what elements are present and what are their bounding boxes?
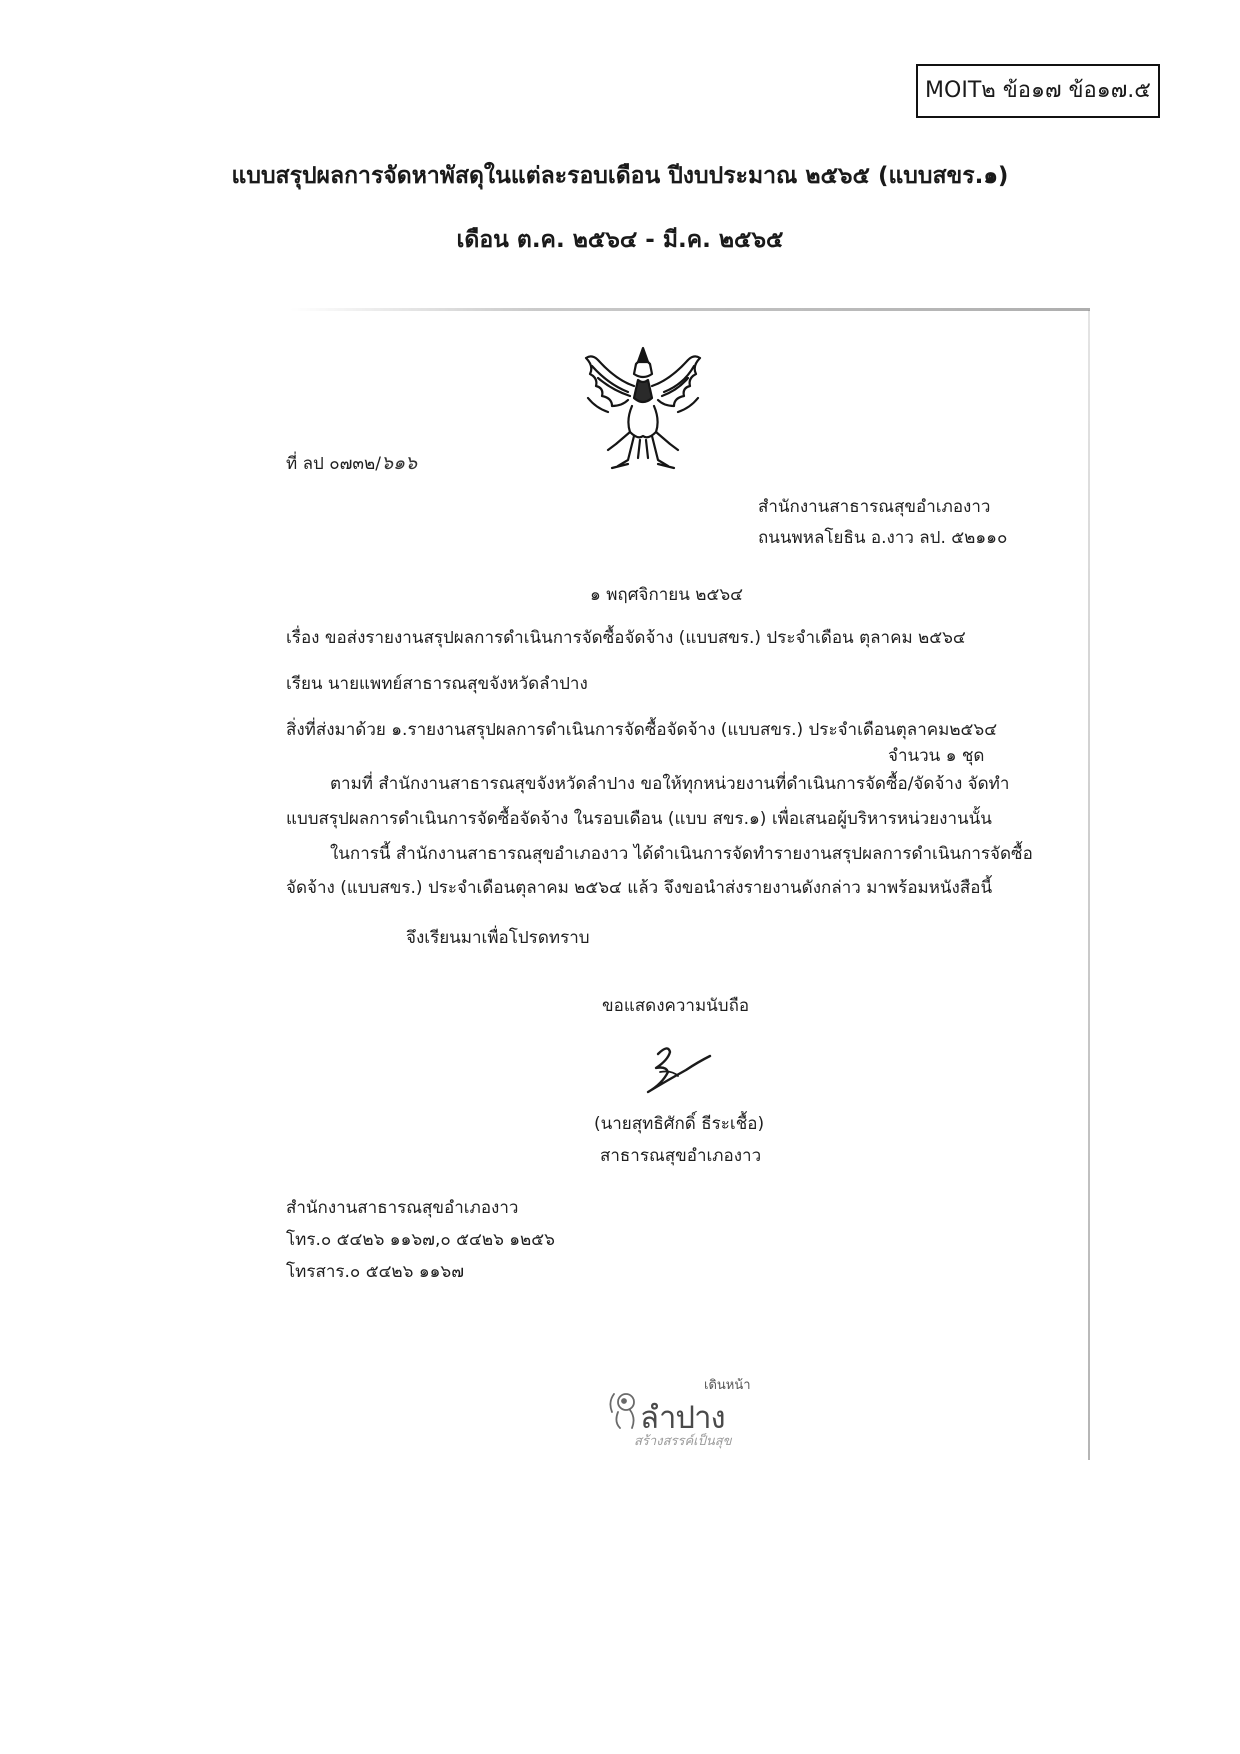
reference-handwritten: ๖๑๖ [380,452,418,474]
office-name: สำนักงานสาธารณสุขอำเภองาว [758,497,991,517]
document-period: เดือน ต.ค. ๒๕๖๔ - มี.ค. ๒๕๖๕ [456,227,784,253]
office-address: ถนนพหลโยธิน อ.งาว ลป. ๕๒๑๑๐ [758,528,1008,548]
reference-prefix: ที่ ลป ๐๗๓๒/ [286,454,381,474]
body-line: ตามที่ สำนักงานสาธารณสุขจังหวัดลำปาง ขอให้ทุกหน่วยงานที่ดำเนินการจัดซื้อ/จัดจ้าง จัดทำ [330,774,1010,794]
enclosure-quantity: จำนวน ๑ ชุด [888,746,985,766]
scan-edge-top [290,308,1090,311]
lampang-logo [604,1374,774,1450]
closing-line: จึงเรียนมาเพื่อโปรดทราบ [406,928,590,948]
signer-name: (นายสุทธิศักดิ์ ธีระเชื้อ) [594,1114,765,1134]
footer-fax: โทรสาร.๐ ๕๔๒๖ ๑๑๖๗ [286,1262,464,1282]
regards-line: ขอแสดงความนับถือ [602,996,750,1016]
document-tag: MOIT๒ ข้อ๑๗ ข้อ๑๗.๕ [916,64,1160,118]
reference-number [286,448,417,478]
letter-subject: เรื่อง ขอส่งรายงานสรุปผลการดำเนินการจัดซื้อจัดจ้าง (แบบสขร.) ประจำเดือน ตุลาคม ๒๕๖๔ [286,628,966,648]
signature-image [638,1040,728,1096]
letter-enclosure: สิ่งที่ส่งมาด้วย ๑.รายงานสรุปผลการดำเนินการจัดซื้อจัดจ้าง (แบบสขร.) ประจำเดือนตุลาคม๒๕๖๔ [286,720,998,740]
footer-phone: โทร.๐ ๕๔๒๖ ๑๑๖๗,๐ ๕๔๒๖ ๑๒๕๖ [286,1230,555,1250]
body-line: แบบสรุปผลการดำเนินการจัดซื้อจัดจ้าง ในรอบเดือน (แบบ สขร.๑) เพื่อเสนอผู้บริหารหน่วยงานนั้น [286,809,992,829]
letter-recipient: เรียน นายแพทย์สาธารณสุขจังหวัดลำปาง [286,674,588,694]
scan-edge-right [1088,310,1090,1460]
body-line: ในการนี้ สำนักงานสาธารณสุขอำเภองาว ได้ดำเนินการจัดทำรายงานสรุปผลการดำเนินการจัดซื้อ [330,844,1033,864]
footer-office: สำนักงานสาธารณสุขอำเภองาว [286,1198,519,1218]
logo-small-text: เดินหน้า [704,1378,751,1393]
garuda-emblem-icon [568,340,718,480]
letter-date: ๑ พฤศจิกายน ๒๕๖๔ [590,585,743,605]
document-title: แบบสรุปผลการจัดหาพัสดุในแต่ละรอบเดือน ปีงบประมาณ ๒๕๖๕ (แบบสขร.๑) [231,163,1009,189]
signer-title: สาธารณสุขอำเภองาว [600,1146,762,1166]
body-line: จัดจ้าง (แบบสขร.) ประจำเดือนตุลาคม ๒๕๖๔ แล้ว จึงขอนำส่งรายงานดังกล่าว มาพร้อมหนังสือนี้ [286,878,993,898]
logo-sub-text: สร้างสรรค์เป็นสุข [634,1434,732,1449]
logo-figure-icon [604,1388,640,1432]
logo-main-text: ลำปาง [640,1400,725,1436]
